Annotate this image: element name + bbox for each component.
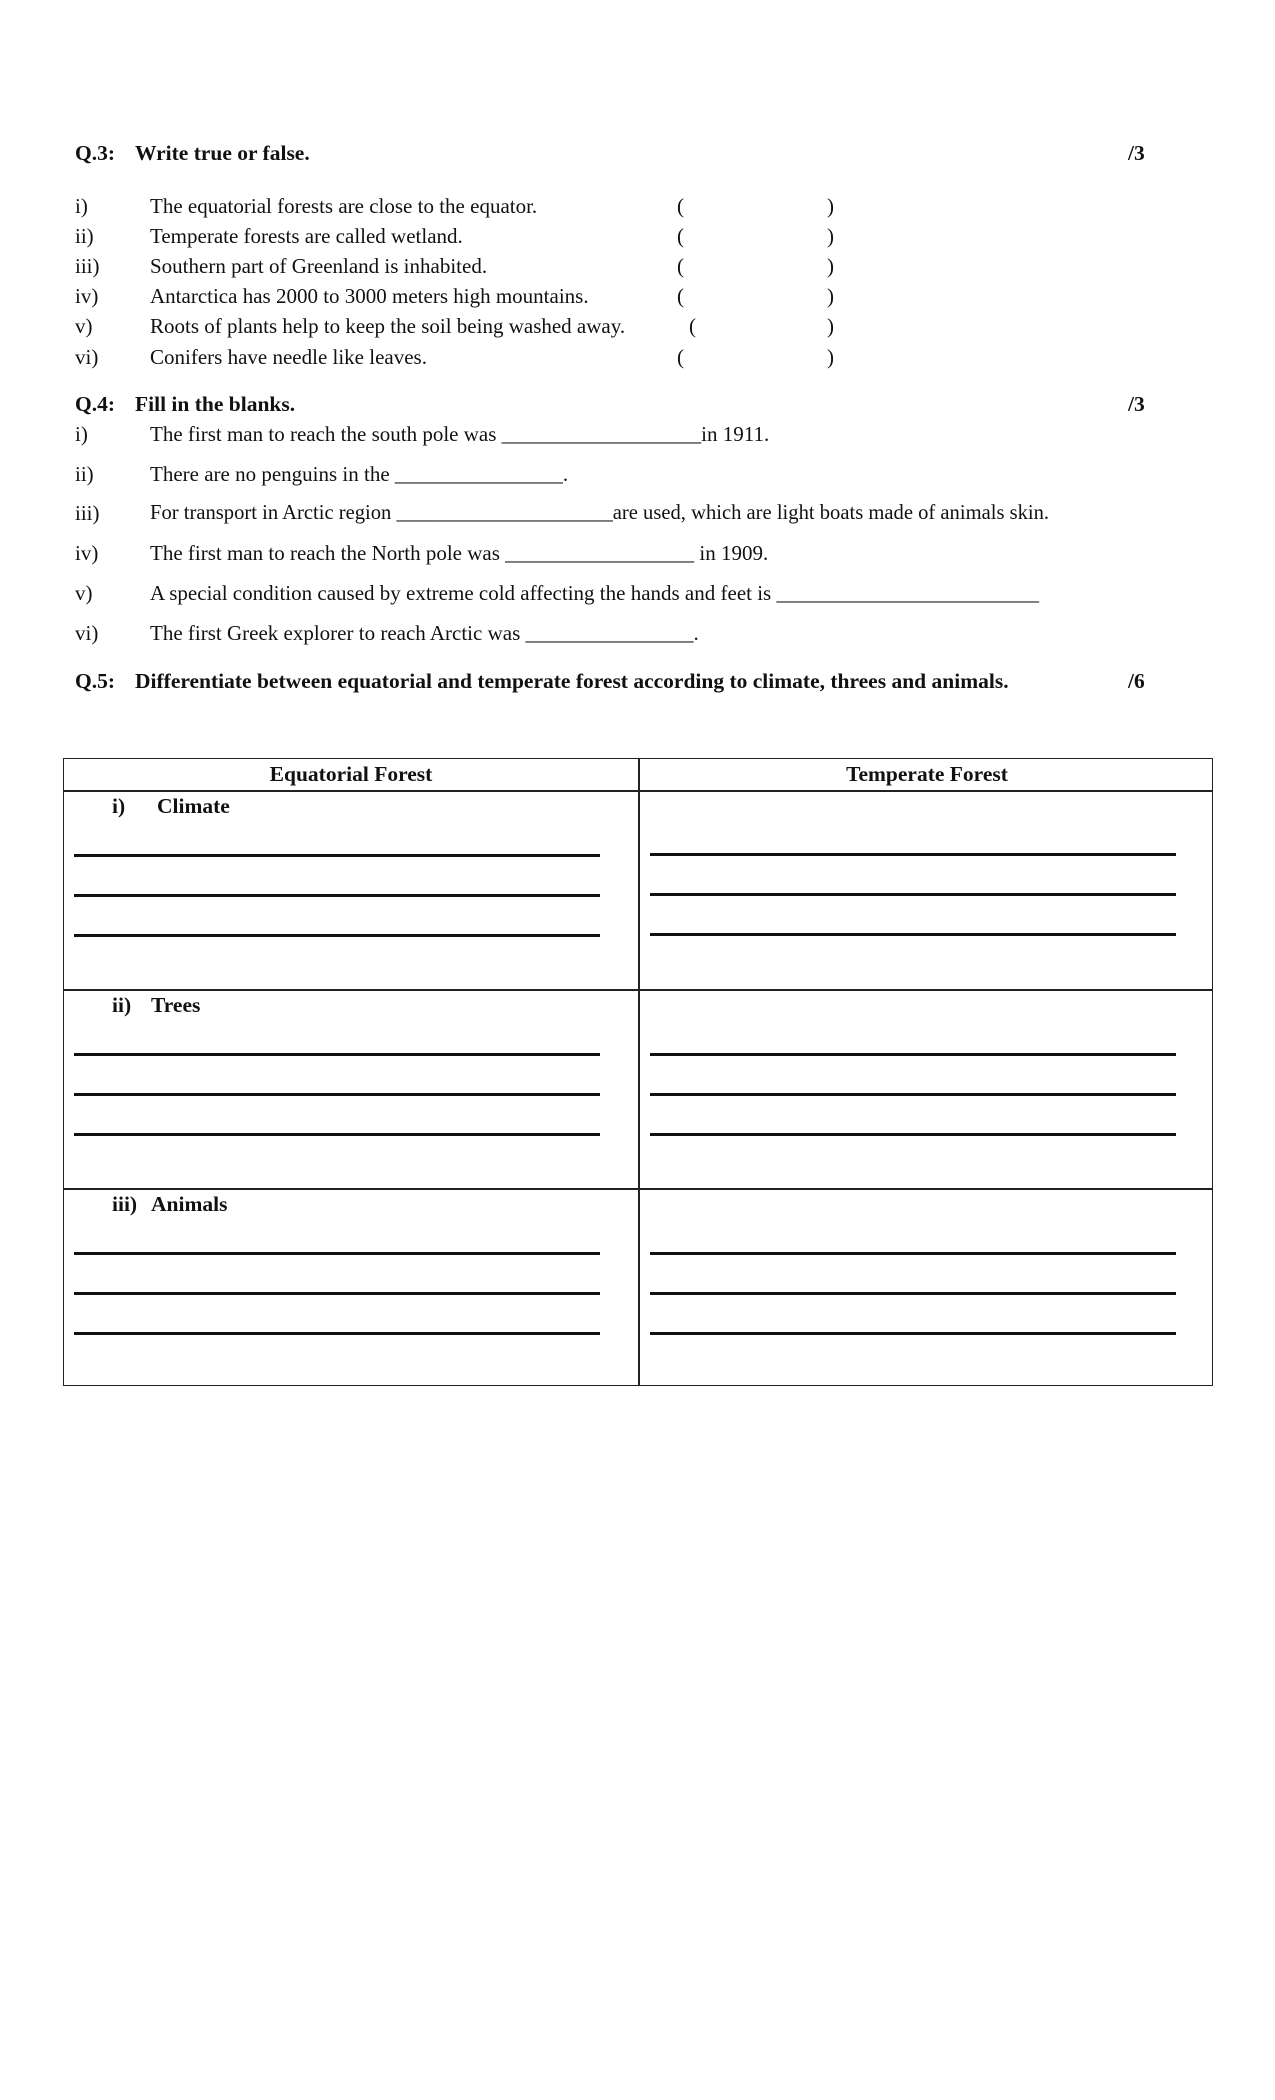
q4-item-text: The first man to reach the North pole was __________________ in 1909. [150,541,769,565]
answer-line [74,1133,600,1136]
q4-title: Fill in the blanks. [135,392,296,416]
header-divider [64,790,1212,792]
answer-line [74,1053,600,1056]
q3-item-text: The equatorial forests are close to the equator. [150,194,538,218]
answer-paren-close: ) [827,194,834,218]
q3-item-num: v) [75,314,93,338]
q3-item-text: Temperate forests are called wetland. [150,224,463,248]
q4-item-text: For transport in Arctic region _____________________are used, which are light boats made of animals skin. [150,502,1050,524]
q3-item-num: iii) [75,254,100,278]
section-num-trees: ii) [112,993,132,1017]
q4-item-num: vi) [75,621,99,645]
q3-item-num: iv) [75,284,99,308]
answer-paren-open: ( [677,345,684,369]
q5-label: Q.5: [75,669,116,693]
answer-line [650,1093,1176,1096]
q4-item-text: The first man to reach the south pole was ___________________in 1911. [150,422,770,446]
q4-marks: /3 [1128,392,1145,416]
q3-title: Write true or false. [135,141,310,165]
comparison-table [63,758,1213,1386]
section-num-animals: iii) [112,1192,138,1216]
answer-line [650,1133,1176,1136]
answer-paren-open: ( [677,194,684,218]
answer-paren-close: ) [827,345,834,369]
answer-line [650,1292,1176,1295]
answer-paren-close: ) [827,254,834,278]
q3-marks: /3 [1128,141,1145,165]
q4-item-text: The first Greek explorer to reach Arctic was ________________. [150,621,699,645]
row-divider [64,989,1212,991]
answer-line [650,1053,1176,1056]
q5-title: Differentiate between equatorial and temperate forest according to climate, threes and animals. [135,669,1009,693]
section-label-climate: Climate [157,794,230,818]
answer-line [650,853,1176,856]
answer-line [650,893,1176,896]
column-header-temperate: Temperate Forest [846,762,1008,786]
answer-paren-close: ) [827,284,834,308]
q5-marks: /6 [1128,669,1145,693]
q4-item-text: There are no penguins in the ________________. [150,462,569,486]
answer-paren-open: ( [677,284,684,308]
answer-line [74,934,600,937]
q4-item-text: A special condition caused by extreme cold affecting the hands and feet is _________________________ [150,581,1039,605]
answer-line [74,1093,600,1096]
q4-item-num: iv) [75,541,99,565]
q3-item-text: Conifers have needle like leaves. [150,345,427,369]
answer-line [74,1332,600,1335]
column-header-equatorial: Equatorial Forest [269,762,433,786]
q3-item-num: vi) [75,345,99,369]
q4-label: Q.4: [75,392,116,416]
section-num-climate: i) [112,794,126,818]
section-label-animals: Animals [151,1192,228,1216]
q3-item-num: i) [75,194,88,218]
answer-paren-close: ) [827,224,834,248]
q3-label: Q.3: [75,141,116,165]
q4-item-num: iii) [75,501,100,525]
row-divider [64,1188,1212,1190]
answer-line [650,1252,1176,1255]
q4-item-num: v) [75,581,93,605]
answer-paren-close: ) [827,314,834,338]
q3-item-text: Antarctica has 2000 to 3000 meters high mountains. [150,284,589,308]
column-divider [638,759,640,1385]
answer-line [74,1252,600,1255]
answer-line [74,1292,600,1295]
answer-line [74,854,600,857]
q4-item-num: i) [75,422,88,446]
q3-item-text: Southern part of Greenland is inhabited. [150,254,488,278]
answer-paren-open: ( [689,314,696,338]
answer-line [74,894,600,897]
q4-item-num: ii) [75,462,94,486]
answer-paren-open: ( [677,254,684,278]
answer-line [650,933,1176,936]
q3-item-num: ii) [75,224,94,248]
answer-line [650,1332,1176,1335]
section-label-trees: Trees [151,993,201,1017]
q3-item-text: Roots of plants help to keep the soil being washed away. [150,314,626,338]
answer-paren-open: ( [677,224,684,248]
